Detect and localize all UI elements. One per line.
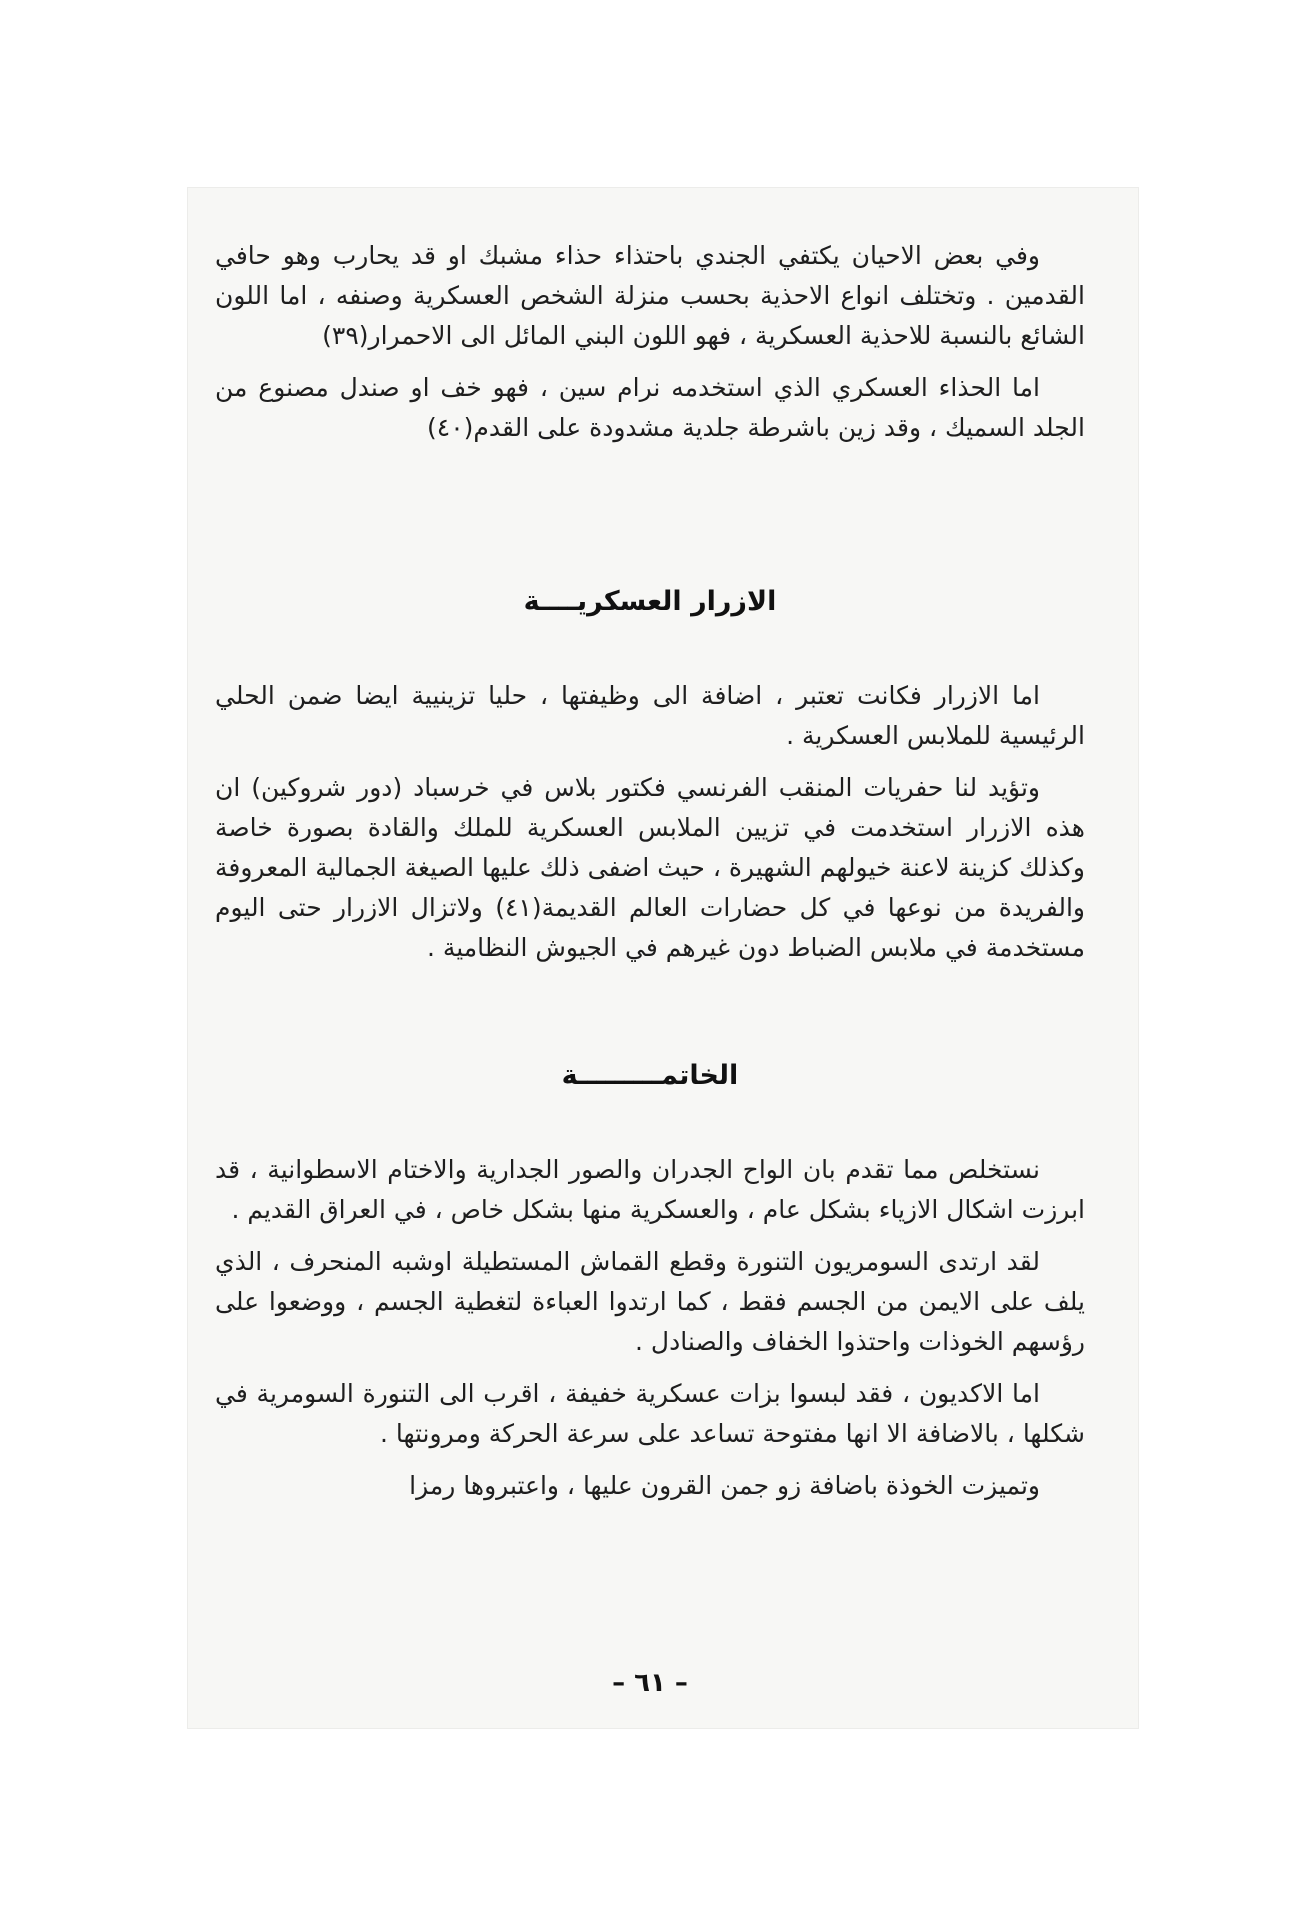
section-boots xyxy=(215,236,1085,460)
section-heading-conclusion: الخاتمـــــــــة xyxy=(561,1060,739,1091)
paragraph: وفي بعض الاحيان يكتفي الجندي باحتذاء حذاء مشبك او قد يحارب وهو حافي القدمين . وتختلف انواع الاحذية بحسب منزلة الشخص العسكرية وصنفه ، اما اللون الشائع بالنسبة للاحذية العسكرية ، فهو اللون البني المائل الى الاحمرار(٣٩) xyxy=(215,241,1085,350)
paragraph: اما الازرار فكانت تعتبر ، اضافة الى وظيفتها ، حليا تزينيية ايضا ضمن الحلي الرئيسية للملابس العسكرية . xyxy=(215,681,1085,750)
paragraph: وتميزت الخوذة باضافة زو جمن القرون عليها ، واعتبروها رمزا xyxy=(409,1471,1040,1500)
paragraph: نستخلص مما تقدم بان الواح الجدران والصور الجدارية والاختام الاسطوانية ، قد ابرزت اشكال الازياء بشكل عام ، والعسكرية منها بشكل خاص ، في العراق القديم . xyxy=(215,1155,1085,1224)
paragraph: لقد ارتدى السومريون التنورة وقطع القماش المستطيلة اوشبه المنحرف ، الذي يلف على الايمن من الجسم فقط ، كما ارتدوا العباءة لتغطية الجسم ، ووضعوا على رؤسهم الخوذات واحتذوا الخفاف والصنادل . xyxy=(215,1247,1085,1356)
section-buttons xyxy=(215,676,1085,980)
paragraph: اما الحذاء العسكري الذي استخدمه نرام سين ، فهو خف او صندل مصنوع من الجلد السميك ، وقد زين باشرطة جلدية مشدودة على القدم(٤٠) xyxy=(215,373,1085,442)
section-conclusion xyxy=(215,1150,1085,1518)
section-heading-buttons: الازرار العسكريــــة xyxy=(523,586,777,617)
paragraph: اما الاكديون ، فقد لبسوا بزات عسكرية خفيفة ، اقرب الى التنورة السومرية في شكلها ، بالاضافة الا انها مفتوحة تساعد على سرعة الحركة ومرونتها . xyxy=(215,1379,1085,1448)
page-number: – ٦١ – xyxy=(612,1668,688,1698)
paragraph: وتؤيد لنا حفريات المنقب الفرنسي فكتور بلاس في خرسباد (دور شروكين) ان هذه الازرار استخدمت في تزيين الملابس العسكرية للملك والقادة بصورة خاصة وكذلك كزينة لاعنة خيولهم الشهيرة ، حيث اضفى ذلك عليها الصيغة الجمالية المعروفة والفريدة من نوعها في كل حضارات العالم القديمة(٤١) ولاتزال الازرار حتى اليوم مستخدمة في ملابس الضباط دون غيرهم في الجيوش النظامية . xyxy=(215,773,1086,962)
